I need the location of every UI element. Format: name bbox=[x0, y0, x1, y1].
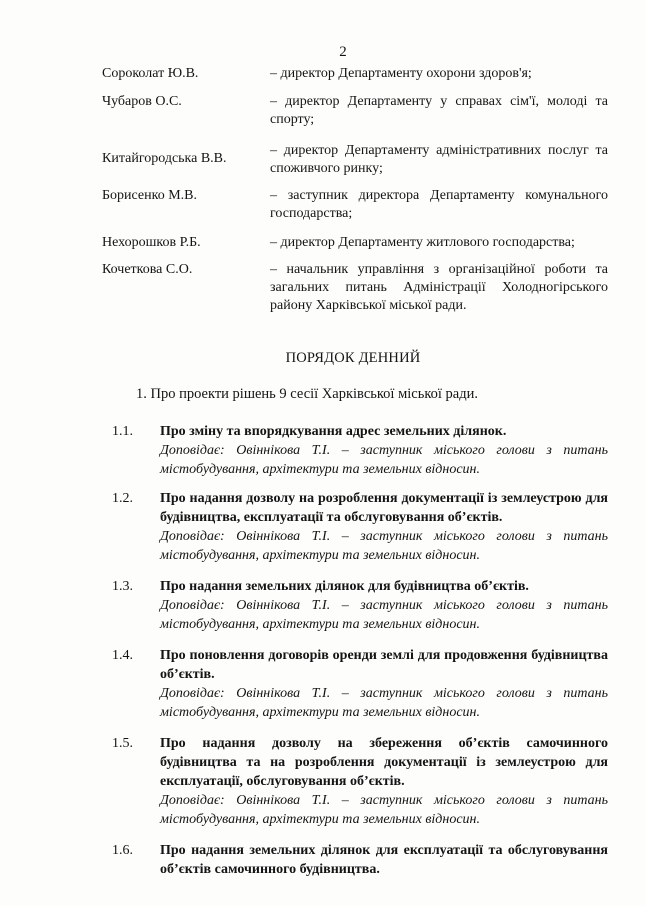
page-number: 2 bbox=[339, 44, 347, 60]
item-title: Про надання земельних ділянок для будівництва об’єктів. bbox=[160, 579, 529, 594]
item-body bbox=[160, 489, 608, 565]
attendees-list bbox=[102, 65, 608, 315]
item-number: 1.4. bbox=[112, 648, 133, 663]
item-speaker: Доповідає: Овіннікова Т.І. – заступник міського голови з питань містобудування, архітектури та земельних відносин. bbox=[160, 443, 608, 477]
item-speaker: Доповідає: Овіннікова Т.І. – заступник міського голови з питань містобудування, архітектури та земельних відносин. bbox=[160, 793, 608, 827]
attendee-role: – директор Департаменту адміністративних послуг та споживчого ринку; bbox=[270, 143, 608, 176]
item-body bbox=[160, 646, 608, 722]
attendee-row bbox=[102, 65, 608, 83]
item-title: Про зміну та впорядкування адрес земельних ділянок. bbox=[160, 424, 507, 439]
agenda-section-title: 1. Про проекти рішень 9 сесії Харківської міської ради. bbox=[136, 386, 478, 402]
attendee-row bbox=[102, 234, 608, 252]
attendee-row bbox=[102, 187, 608, 223]
item-title: Про надання дозволу на розроблення документації із землеустрою для будівництва, експлуатації та обслуговування об’єктів. bbox=[160, 491, 608, 525]
attendee-name: Нехорошков Р.Б. bbox=[102, 235, 201, 250]
attendee-role: – директор Департаменту охорони здоров'я; bbox=[270, 66, 532, 81]
agenda-item bbox=[112, 734, 608, 829]
agenda-items bbox=[112, 422, 608, 879]
item-title: Про надання земельних ділянок для експлуатації та обслуговування об’єктів самочинного будівництва. bbox=[160, 843, 608, 877]
attendee-role: – заступник директора Департаменту комунального господарства; bbox=[270, 188, 608, 221]
item-speaker: Доповідає: Овіннікова Т.І. – заступник міського голови з питань містобудування, архітектури та земельних відносин. bbox=[160, 529, 608, 563]
item-body bbox=[160, 422, 608, 479]
attendee-name: Китайгородська В.В. bbox=[102, 151, 227, 166]
agenda-item bbox=[112, 489, 608, 565]
attendee-row bbox=[102, 93, 608, 129]
attendee-name: Борисенко М.В. bbox=[102, 188, 197, 203]
item-number: 1.3. bbox=[112, 579, 133, 594]
attendee-row bbox=[102, 261, 608, 315]
item-title: Про поновлення договорів оренди землі для продовження будівництва об’єктів. bbox=[160, 648, 608, 682]
attendee-role: – начальник управління з організаційної роботи та загальних питань Адміністрації Холодногірського району Харківської міської ради. bbox=[270, 262, 608, 313]
item-number: 1.1. bbox=[112, 424, 133, 439]
attendee-name: Кочеткова С.О. bbox=[102, 262, 193, 277]
attendee-role: – директор Департаменту житлового господарства; bbox=[270, 235, 575, 250]
attendee-row bbox=[102, 142, 608, 178]
item-body bbox=[160, 841, 608, 879]
attendee-role: – директор Департаменту у справах сім'ї, молоді та спорту; bbox=[270, 94, 608, 127]
agenda-item bbox=[112, 577, 608, 634]
item-body bbox=[160, 734, 608, 829]
agenda-item bbox=[112, 646, 608, 722]
agenda-heading: ПОРЯДОК ДЕННИЙ bbox=[285, 350, 421, 366]
item-speaker: Доповідає: Овіннікова Т.І. – заступник міського голови з питань містобудування, архітектури та земельних відносин. bbox=[160, 598, 608, 632]
item-number: 1.6. bbox=[112, 843, 133, 858]
item-body bbox=[160, 577, 608, 634]
attendee-name: Сороколат Ю.В. bbox=[102, 66, 199, 81]
item-number: 1.2. bbox=[112, 491, 133, 506]
item-speaker: Доповідає: Овіннікова Т.І. – заступник міського голови з питань містобудування, архітектури та земельних відносин. bbox=[160, 686, 608, 720]
item-title: Про надання дозволу на збереження об’єктів самочинного будівництва та на розроблення документації із землеустрою для експлуатації, обслуговування об’єктів. bbox=[160, 736, 608, 789]
agenda-item bbox=[112, 841, 608, 879]
attendee-name: Чубаров О.С. bbox=[102, 94, 182, 109]
item-number: 1.5. bbox=[112, 736, 133, 751]
agenda-item bbox=[112, 422, 608, 479]
